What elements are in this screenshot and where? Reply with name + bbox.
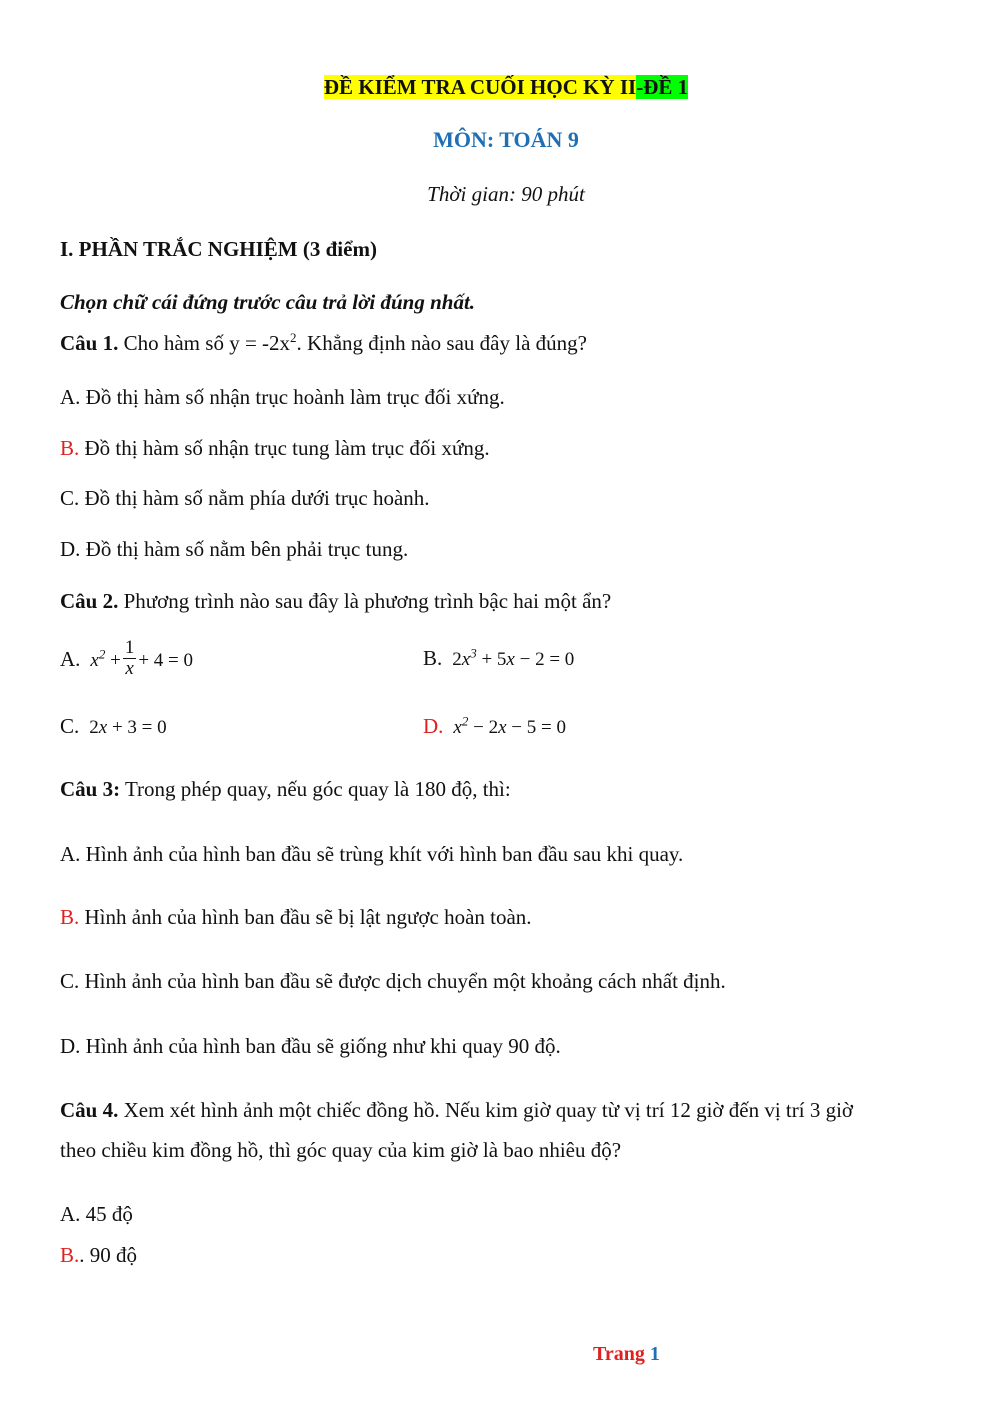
option-letter: A. [60,646,81,671]
time-line: Thời gian: 90 phút [427,182,585,206]
exam-title-main: ĐỀ KIỂM TRA CUỐI HỌC KỲ II [323,75,637,99]
option-letter: B. [60,436,80,460]
question-4-text-line2: theo chiều kim đồng hồ, thì góc quay của kim giờ là bao nhiêu độ? [60,1138,622,1162]
subject-line: MÔN: TOÁN 9 [433,127,579,152]
option-text: 45 độ [80,1202,133,1226]
question-2-option-b [423,644,574,674]
question-2-label: Câu 2. [60,589,119,613]
question-4 [60,1096,853,1124]
option-text: Đồ thị hàm số nằm phía dưới trục hoành. [79,486,430,510]
question-3-label: Câu 3: [60,777,121,801]
equation-b: $2x^3 + 5x - 2 = 0$ [452,645,575,670]
option-text: Hình ảnh của hình ban đầu sẽ được dịch chuyển một khoảng cách nhất định. [79,969,726,993]
option-letter: C. [60,969,80,993]
question-1-label: Câu 1. [60,331,119,355]
question-1-option-b [60,434,490,462]
option-text: Đồ thị hàm số nằm bên phải trục tung. [80,537,409,561]
option-text: . 90 độ [79,1243,138,1267]
question-1-option-a [60,383,505,411]
option-text: Đồ thị hàm số nhận trục tung làm trục đối xứng. [79,436,490,460]
page-number-word: Trang [593,1343,645,1365]
question-4-label: Câu 4. [60,1098,119,1122]
question-4-text-line1: Xem xét hình ảnh một chiếc đồng hồ. Nếu kim giờ quay từ vị trí 12 giờ đến vị trí 3 giờ [118,1098,854,1122]
option-letter: A. [60,385,81,409]
question-2 [60,587,611,615]
question-1-exponent: 2 [290,330,297,345]
option-letter: C. [60,486,80,510]
question-1-option-c [60,484,430,512]
question-1-option-d [60,535,408,563]
option-text: Hình ảnh của hình ban đầu sẽ trùng khít với hình ban đầu sau khi quay. [80,842,684,866]
option-letter: B. [423,646,443,670]
question-2-text: Phương trình nào sau đây là phương trình bậc hai một ẩn? [118,589,612,613]
question-2-option-d [423,712,566,742]
option-letter: A. [60,842,81,866]
page-number [593,1343,660,1366]
question-2-option-a [60,637,194,679]
option-text: Hình ảnh của hình ban đầu sẽ bị lật ngược hoàn toàn. [79,905,532,929]
option-letter: D. [60,1034,81,1058]
question-3-option-c [60,967,726,995]
question-3 [60,775,511,803]
option-text: Hình ảnh của hình ban đầu sẽ giống như khi quay 90 độ. [80,1034,561,1058]
question-4-option-a [60,1200,133,1228]
question-1-text-post: . Khẳng định nào sau đây là đúng? [296,331,587,355]
question-3-text: Trong phép quay, nếu góc quay là 180 độ, thì: [120,777,511,801]
option-letter: B. [60,905,80,929]
section-instruction: Chọn chữ cái đứng trước câu trả lời đúng nhất. [60,290,476,314]
question-1 [60,329,587,357]
question-3-option-b [60,903,532,931]
option-letter: C. [60,714,80,738]
question-4-option-b [60,1241,137,1269]
option-letter: B. [60,1243,80,1267]
question-2-option-c [60,712,167,742]
option-letter: D. [423,714,444,738]
page-number-value: 1 [649,1343,660,1365]
option-letter: D. [60,537,81,561]
option-text: Đồ thị hàm số nhận trục hoành làm trục đối xứng. [80,385,505,409]
equation-d: $x^2 - 2x - 5 = 0$ [448,713,566,738]
exam-title-number: -ĐỀ 1 [636,75,689,99]
equation-a: $x^2$ + $\frac{1}{x}$ + 4 = 0 [85,637,194,679]
option-letter: A. [60,1202,81,1226]
section-heading: I. PHẦN TRẮC NGHIỆM (3 điểm) [60,237,377,261]
equation-c: 2x + 3 = 0 [89,717,167,738]
question-1-text-pre: Cho hàm số y = -2x [118,331,291,355]
question-3-option-d [60,1032,561,1060]
question-3-option-a [60,840,683,868]
exam-title [0,73,1000,101]
